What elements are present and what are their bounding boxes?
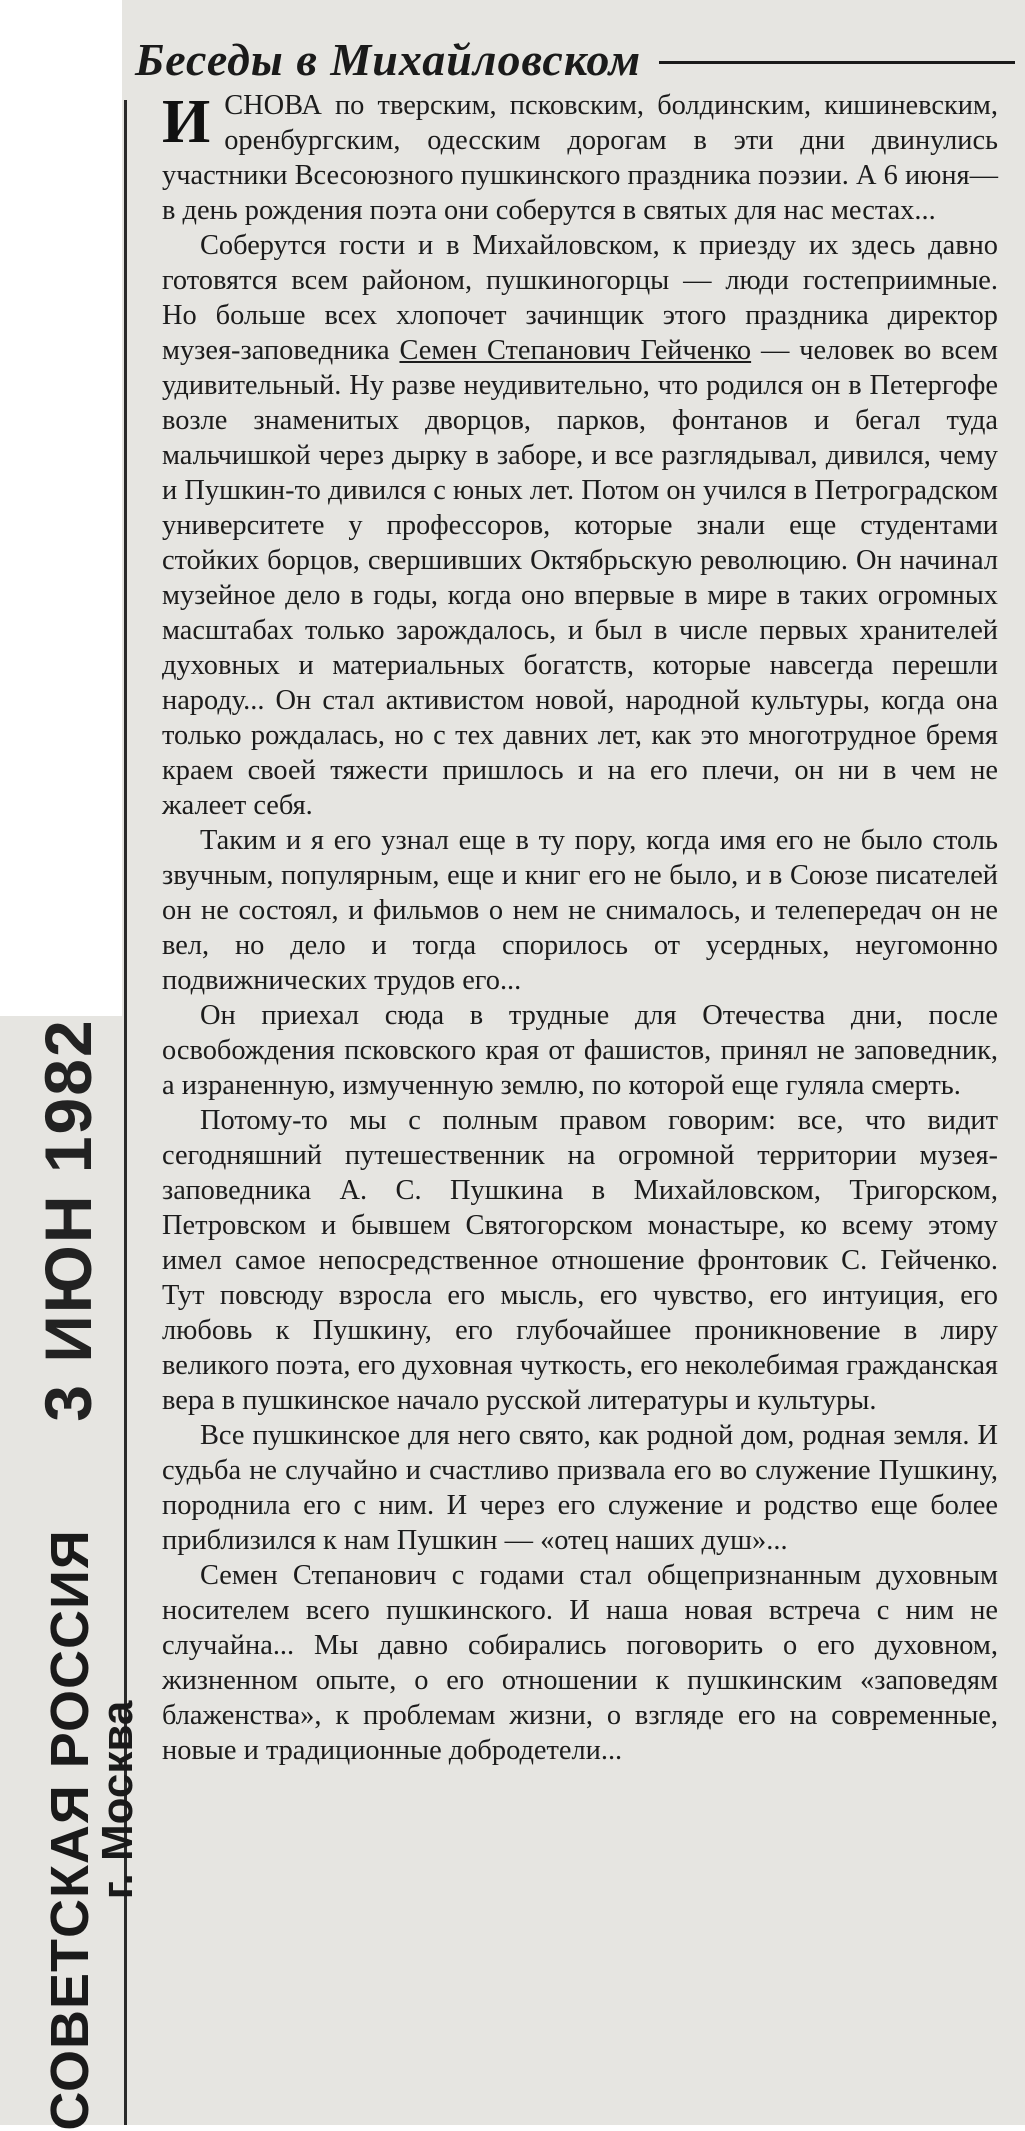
- title-rule: [659, 61, 1015, 64]
- paragraph-6: Все пушкинское для него свято, как родной дом, родная земля. И судьба не случайно и счастливо призвала его во служение Пушкину, породнила его с ним. И через его служение и родство еще более приблизился к нам Пушкин — «отец наших душ»...: [162, 1420, 998, 1556]
- source-newspaper-name: СОВЕТСКАЯ РОССИЯ: [40, 1529, 100, 2131]
- paragraph-2-continuation: — человек во всем удивительный. Ну разве неудивительно, что родился он в Петергофе возле знаменитых дворцов, парков, фонтанов и бегал туда мальчишкой через дырку в заборе, и все разглядывал, дивился, чему и Пушкин-то дивился с юных лет. Потом он учился в Петроградском университете у профессоров, которые знали еще студентами стойких борцов, свершивших Октябрьскую революцию. Он начинал музейное дело в годы, когда оно впервые в мире в таких огромных масштабах только зарождалось, и был в числе первых хранителей духовных и материальных богатств, которые навсегда перешли народу... Он стал активистом новой, народной культуры, когда она только рождалась, но с тех давних лет, как это многотрудное бремя краем своей тяжести пришлось и на его плечи, он ни в чем не жалеет себя.: [162, 335, 998, 821]
- article-title: Беседы в Михайловском: [135, 34, 642, 85]
- source-city-name: г. Москва: [93, 1700, 142, 1900]
- paragraph-4: Он приехал сюда в трудные для Отечества дни, после освобождения псковского края от фашистов, принял не заповедник, а израненную, измученную землю, по которой еще гуляла смерть.: [162, 1000, 998, 1101]
- paragraph-5: Потому-то мы с полным правом говорим: все, что видит сегодняшний путешественник на огромной территории музея-заповедника А. С. Пушкина в Михайловском, Тригорском, Петровском и бывшем Святогорском монастыре, ко всему этому имел самое непосредственное отношение фронтовик С. Гейченко. Тут повсюду взросла его мысль, его чувство, его интуиция, его любовь к Пушкину, его глубочайшее проникновение в лиру великого поэта, его духовная чуткость, его неколебимая гражданская вера в пушкинское начало русской литературы и культуры.: [162, 1105, 998, 1416]
- date-stamp-text: 3 ИЮН 1982: [31, 1018, 105, 1422]
- paragraph-1-text: СНОВА по тверским, псковским, болдинским, кишиневским, оренбургским, одесским дорогам в эти дни двинулись участники Всесоюзного пушкинского праздника поэзии. А 6 июня—в день рождения поэта они соберутся в святых для нас местах...: [162, 90, 998, 226]
- date-stamp: [31, 1018, 105, 1422]
- paragraph-2-text: Соберутся гости и в Михайловском, к приезду их здесь давно готовятся всем районом, пушкиногорцы — люди гостеприимные. Но больше всех хлопочет зачинщик этого праздника директор музея-заповедника: [162, 230, 998, 366]
- paragraph-3: Таким и я его узнал еще в ту пору, когда имя его не было столь звучным, популярным, еще и книг его не было, и в Союзе писателей он не состоял, и фильмов о нем не снималось, и телепередач он не вел, но дело и тогда спорилось от усердных, неугомонно подвижнических трудов его...: [162, 825, 998, 996]
- drop-cap: И: [162, 88, 211, 156]
- article-body: [162, 88, 998, 2118]
- source-city: [88, 1650, 148, 1950]
- paragraph-2: [162, 228, 998, 823]
- paragraph-1: [162, 88, 998, 228]
- article-heading: [135, 16, 1015, 86]
- paragraph-7: Семен Степанович с годами стал общепризнанным духовным носителем всего пушкинского. И наша новая встреча с ним не случайна... Мы давно собирались поговорить о его духовном, жизненном опыте, о его отношении к пушкинским «заповедям блаженства», к проблемам жизни, о взгляде его на современные, новые и традиционные добродетели...: [162, 1560, 998, 1766]
- underlined-name: Семен Степанович Гейченко: [399, 335, 752, 366]
